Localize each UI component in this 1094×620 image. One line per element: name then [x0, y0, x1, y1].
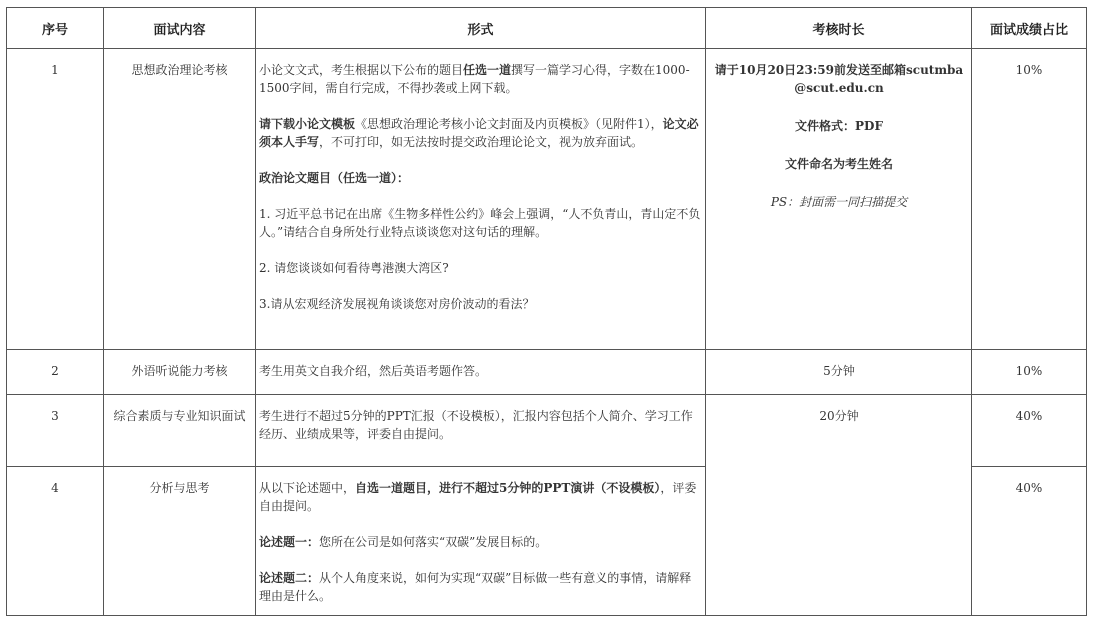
table-row — [7, 395, 1087, 467]
percentage: 40% — [972, 467, 1087, 616]
submission-instruction: 请于10月20日23:59前发送至邮箱scutmba@scut.edu.cn — [714, 63, 964, 95]
form-paragraph — [259, 61, 703, 97]
duration: 20分钟 — [706, 395, 972, 616]
duration: 5分钟 — [706, 350, 972, 395]
interview-form: 考生用英文自我介绍，然后英语考题作答。 — [256, 350, 706, 395]
interview-content: 思想政治理论考核 — [104, 49, 256, 350]
essay-topic-3: 3.请从宏观经济发展视角谈谈您对房价波动的看法？ — [259, 297, 535, 311]
table-row — [7, 49, 1087, 350]
percentage: 40% — [972, 395, 1087, 467]
essay-topics-heading: 政治论文题目（任选一道）： — [259, 171, 410, 185]
interview-form: 考生进行不超过5分钟的PPT汇报（不设模板），汇报内容包括个人简介、学习工作经历、业绩成果等，评委自由提问。 — [256, 395, 706, 467]
interview-content: 分析与思考 — [104, 467, 256, 616]
header-content: 面试内容 — [104, 8, 256, 49]
form-text: 小论文文式，考生根据以下公布的题目 — [259, 63, 464, 77]
percentage: 10% — [972, 350, 1087, 395]
topic-2 — [259, 569, 703, 605]
form-text-bold: 请下载小论文模板 — [259, 117, 356, 131]
ps-note: PS：封面需一同扫描提交 — [770, 195, 908, 209]
file-format: 文件格式：PDF — [795, 119, 883, 133]
essay-topic-2: 2. 请您谈谈如何看待粤港澳大湾区? — [259, 261, 449, 275]
row-number: 4 — [7, 467, 104, 616]
interview-form — [256, 467, 706, 616]
interview-content: 外语听说能力考核 — [104, 350, 256, 395]
interview-form — [256, 49, 706, 350]
topic-text: 您所在公司是如何落实“双碳”发展目标的。 — [319, 535, 548, 549]
table-header-row — [7, 8, 1087, 49]
interview-content: 综合素质与专业知识面试 — [104, 395, 256, 467]
header-duration: 考核时长 — [706, 8, 972, 49]
form-text-bold: 论文必须本人手写 — [259, 117, 699, 149]
topic-1 — [259, 533, 703, 551]
header-percentage: 面试成绩占比 — [972, 8, 1087, 49]
header-num: 序号 — [7, 8, 104, 49]
topic-label: 论述题二： — [259, 571, 320, 585]
form-text: ，不可打印，如无法按时提交政治理论论文，视为放弃面试。 — [319, 135, 644, 149]
form-text: 撰写一篇学习心得，字数在1000-1500字间，需自行完成，不得抄袭或上网下载。 — [259, 63, 690, 95]
form-text: ，评委自由提问。 — [259, 481, 697, 513]
percentage: 10% — [972, 49, 1087, 350]
interview-table — [6, 7, 1087, 616]
row-number: 2 — [7, 350, 104, 395]
header-form: 形式 — [256, 8, 706, 49]
duration — [706, 49, 972, 350]
topic-label: 论述题一： — [259, 535, 320, 549]
form-text-bold: 自选一道题目，进行不超过5分钟的PPT演讲（不设模板） — [355, 481, 661, 495]
form-paragraph — [259, 479, 703, 515]
form-text: 《思想政治理论考核小论文封面及内页模板》（见附件1）， — [355, 117, 663, 131]
topic-text: 从个人角度来说，如何为实现“双碳”目标做一些有意义的事情，请解释理由是什么。 — [259, 571, 692, 603]
row-number: 3 — [7, 395, 104, 467]
form-text: 从以下论述题中， — [259, 481, 356, 495]
table-row — [7, 350, 1087, 395]
essay-topic-1: 1. 习近平总书记在出席《生物多样性公约》峰会上强调，“人不负青山，青山定不负人。”请结合自身所处行业特点谈谈您对这句话的理解。 — [259, 207, 701, 239]
row-number: 1 — [7, 49, 104, 350]
file-naming: 文件命名为考生姓名 — [784, 157, 893, 171]
form-paragraph — [259, 115, 703, 151]
form-text-bold: 任选一道 — [463, 63, 512, 77]
